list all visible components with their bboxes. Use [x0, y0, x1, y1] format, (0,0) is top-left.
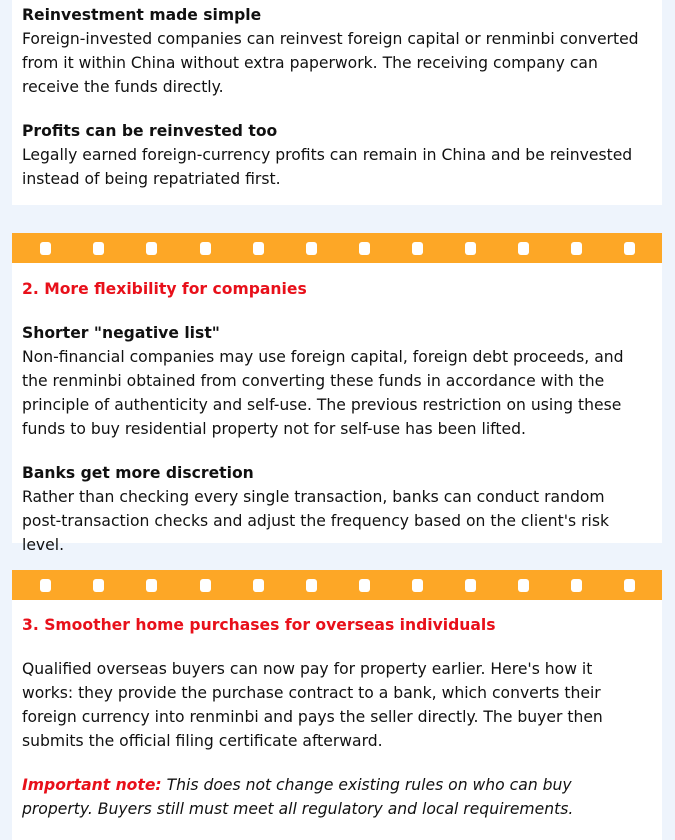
- film-strip-divider: [12, 570, 662, 600]
- section-3-content: [22, 613, 644, 821]
- strip-hole: [624, 579, 635, 592]
- banks-body: Rather than checking every single transaction, banks can conduct random post-transaction checks and adjust the frequency based on the client's risk level.: [22, 488, 610, 554]
- strip-hole: [40, 579, 51, 592]
- strip-hole: [253, 242, 264, 255]
- section-2-content: [22, 277, 644, 557]
- strip-hole: [146, 242, 157, 255]
- reinvestment-heading: Reinvestment made simple: [22, 6, 262, 24]
- strip-hole: [412, 242, 423, 255]
- banks-heading: Banks get more discretion: [22, 464, 254, 482]
- strip-hole: [465, 242, 476, 255]
- strip-hole: [306, 242, 317, 255]
- negative-list-body: Non-financial companies may use foreign capital, foreign debt proceeds, and the renminbi obtained from converting these funds in accordance with the principle of authenticity and self-use. The previous restriction on using these funds to buy residential property not for self-use has been lifted.: [22, 348, 624, 438]
- strip-hole: [200, 242, 211, 255]
- strip-hole: [40, 242, 51, 255]
- strip-hole: [624, 242, 635, 255]
- important-note-text: This does not change existing rules on who can buy property. Buyers still must meet all regulatory and local requirements.: [22, 776, 574, 818]
- section-1-card: [12, 0, 662, 205]
- strip-hole: [93, 242, 104, 255]
- strip-hole: [359, 242, 370, 255]
- section-1-content: [22, 3, 644, 191]
- profits-body: Legally earned foreign-currency profits can remain in China and be reinvested instead of being repatriated first.: [22, 146, 633, 188]
- strip-hole: [571, 579, 582, 592]
- section-2-title: 2. More flexibility for companies: [22, 280, 307, 298]
- strip-hole: [412, 579, 423, 592]
- strip-hole: [359, 579, 370, 592]
- film-strip-divider: [12, 233, 662, 263]
- strip-hole: [465, 579, 476, 592]
- home-purchase-body: Qualified overseas buyers can now pay for property earlier. Here's how it works: they provide the purchase contract to a bank, which converts their foreign currency into renminbi and pays the seller directly. The buyer then submits the official filing certificate afterward.: [22, 660, 603, 750]
- section-3-title: 3. Smoother home purchases for overseas individuals: [22, 616, 496, 634]
- important-note: [22, 773, 644, 821]
- strip-hole: [253, 579, 264, 592]
- strip-hole: [518, 242, 529, 255]
- strip-hole: [93, 579, 104, 592]
- strip-hole: [306, 579, 317, 592]
- profits-heading: Profits can be reinvested too: [22, 122, 278, 140]
- strip-hole: [518, 579, 529, 592]
- strip-hole: [200, 579, 211, 592]
- important-note-label: Important note:: [22, 776, 162, 794]
- section-3-card: [12, 570, 662, 840]
- strip-hole: [571, 242, 582, 255]
- strip-hole: [146, 579, 157, 592]
- negative-list-heading: Shorter "negative list": [22, 324, 220, 342]
- reinvestment-body: Foreign-invested companies can reinvest foreign capital or renminbi converted from it within China without extra paperwork. The receiving company can receive the funds directly.: [22, 30, 639, 96]
- section-2-card: [12, 233, 662, 554]
